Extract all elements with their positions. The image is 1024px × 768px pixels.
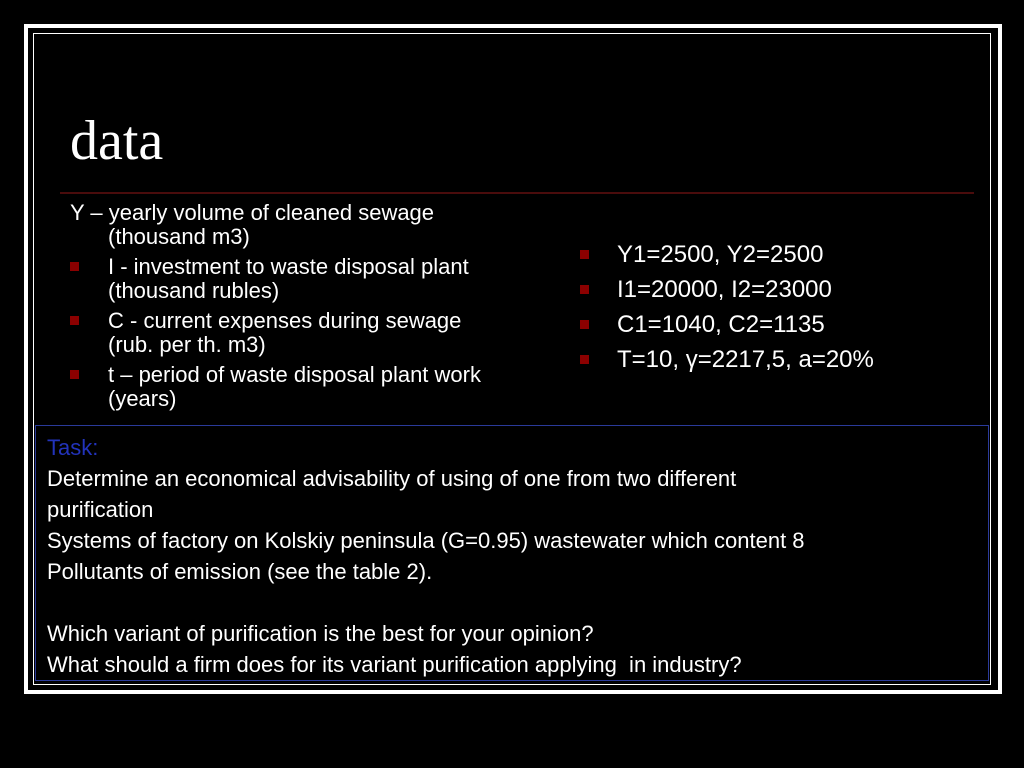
task-line-4: Pollutants of emission (see the table 2). (47, 559, 433, 584)
definition-text: t – period of waste disposal plant work (years) (108, 362, 481, 411)
value-item (580, 272, 874, 307)
task-spacer (47, 587, 977, 618)
task-line-3: Systems of factory on Kolskiy peninsula (G=0.95) wastewater which content 8 (47, 528, 805, 553)
definitions-list (70, 201, 510, 417)
value-item (580, 307, 874, 342)
value-item (580, 237, 874, 272)
square-bullet-icon (70, 370, 79, 379)
square-bullet-icon (580, 355, 589, 364)
square-bullet-icon (70, 262, 79, 271)
value-text: T=10, γ=2217,5, a=20% (617, 346, 874, 373)
task-line-2: purification (47, 497, 154, 522)
definition-text: C - current expenses during sewage (rub. per th. m3) (108, 308, 462, 357)
task-line-1: Determine an economical advisability of using of one from two different (47, 466, 737, 491)
task-question-1: Which variant of purification is the best for your opinion? (47, 621, 594, 646)
square-bullet-icon (580, 285, 589, 294)
value-item (580, 342, 874, 377)
definition-item-y (70, 201, 510, 249)
task-label: Task: (47, 435, 99, 460)
definition-item-i (70, 255, 510, 303)
task-question-2: What should a firm does for its variant purification applying in industry? (47, 652, 742, 677)
square-bullet-icon (70, 316, 79, 325)
value-text: I1=20000, I2=23000 (617, 276, 832, 303)
value-text: Y1=2500, Y2=2500 (617, 241, 824, 268)
definition-item-c (70, 309, 510, 357)
task-box (35, 425, 989, 681)
values-list (580, 237, 874, 377)
definition-item-t (70, 363, 510, 411)
slide-title: data (70, 110, 164, 172)
square-bullet-icon (580, 320, 589, 329)
definition-text: I - investment to waste disposal plant (thousand rubles) (108, 254, 469, 303)
title-divider (60, 192, 974, 194)
value-text: C1=1040, C2=1135 (617, 311, 825, 338)
square-bullet-icon (580, 250, 589, 259)
definition-text: Y – yearly volume of cleaned sewage (thousand m3) (70, 200, 435, 249)
